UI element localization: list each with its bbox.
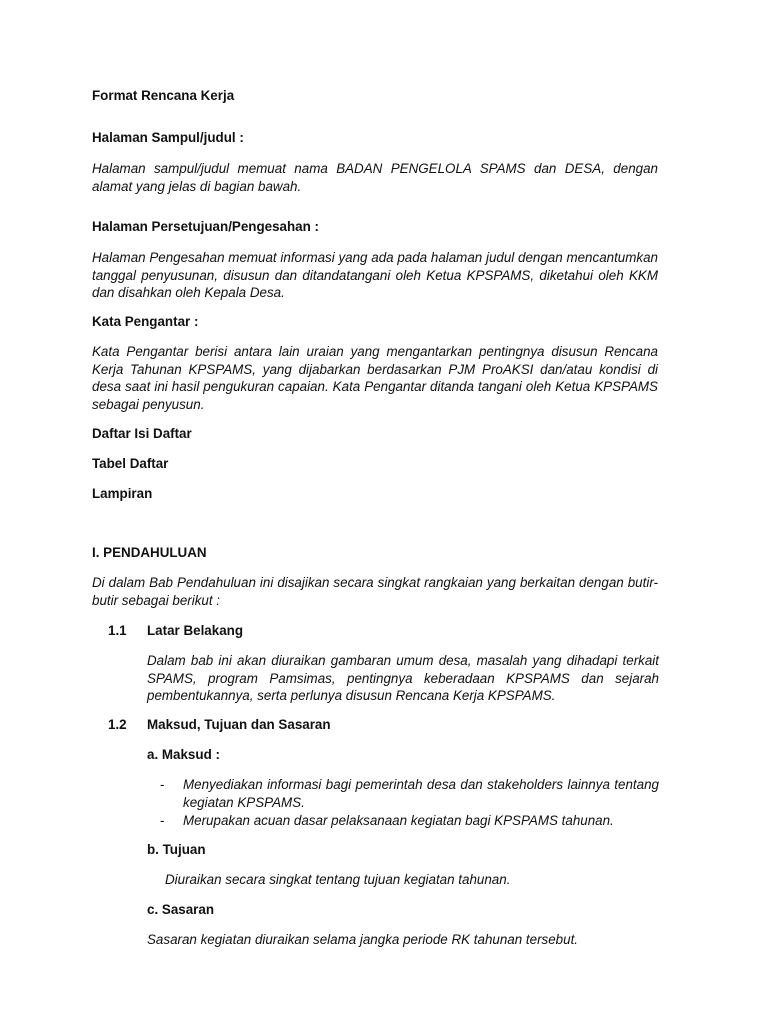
foreword-text: Kata Pengantar berisi antara lain uraian yang mengantarkan pentingnya disusun Rencana Kerja Tahunan KPSPAMS, yang dijabarkan berdasarkan PJM ProAKSI dan/atau kondisi di desa saat ini hasil pengukuran capaian. Kata Pengantar ditanda tangani oleh Ketua KPSPAMS sebagai penyusun. (92, 344, 658, 412)
approval-heading: Halaman Persetujuan/Pengesahan : (92, 219, 319, 234)
maksud-bullet-2: Merupakan acuan dasar pelaksanaan kegiatan bagi KPSPAMS tahunan. (183, 813, 614, 828)
bullet-dash: - (160, 777, 165, 792)
sasaran-text: Sasaran kegiatan diuraikan selama jangka periode RK tahunan tersebut. (147, 932, 579, 947)
approval-text: Halaman Pengesahan memuat informasi yang ada pada halaman judul dengan mencantumkan tanggal penyusunan, disusun dan ditandatangani oleh Ketua KPSPAMS, diketahui oleh KKM dan disahkan oleh Kepala Desa. (92, 250, 658, 300)
document-title: Format Rencana Kerja (92, 88, 235, 103)
section-number-1-1: 1.1 (108, 623, 127, 638)
latar-belakang-text: Dalam bab ini akan diuraikan gambaran umum desa, masalah yang dihadapi terkait SPAMS, program Pamsimas, pentingnya keberadaan KPSPAMS dan sejarah pembentukannya, serta perlunya disusun Rencana Kerja KPSPAMS. (147, 653, 659, 703)
appendix-heading: Lampiran (92, 486, 153, 501)
chapter-heading: I. PENDAHULUAN (92, 545, 207, 560)
tujuan-text: Diuraikan secara singkat tentang tujuan kegiatan tahunan. (165, 872, 511, 887)
cover-text: Halaman sampul/judul memuat nama BADAN PENGELOLA SPAMS dan DESA, dengan alamat yang jelas di bagian bawah. (92, 161, 658, 194)
bullet-dash: - (160, 813, 165, 828)
cover-heading: Halaman Sampul/judul : (92, 130, 244, 145)
chapter-intro: Di dalam Bab Pendahuluan ini disajikan secara singkat rangkaian yang berkaitan dengan butir-butir sebagai berikut : (92, 575, 658, 608)
sasaran-heading: c. Sasaran (147, 902, 214, 917)
section-title-latar-belakang: Latar Belakang (147, 623, 244, 638)
tables-heading: Tabel Daftar (92, 456, 169, 471)
foreword-heading: Kata Pengantar : (92, 314, 199, 329)
tujuan-heading: b. Tujuan (147, 842, 206, 857)
maksud-bullet-1: Menyediakan informasi bagi pemerintah desa dan stakeholders lainnya tentang kegiatan KPSPAMS. (183, 777, 659, 810)
section-title-maksud-tujuan-sasaran: Maksud, Tujuan dan Sasaran (147, 717, 331, 732)
maksud-heading: a. Maksud : (147, 747, 220, 762)
toc-heading: Daftar Isi Daftar (92, 426, 192, 441)
section-number-1-2: 1.2 (108, 717, 127, 732)
